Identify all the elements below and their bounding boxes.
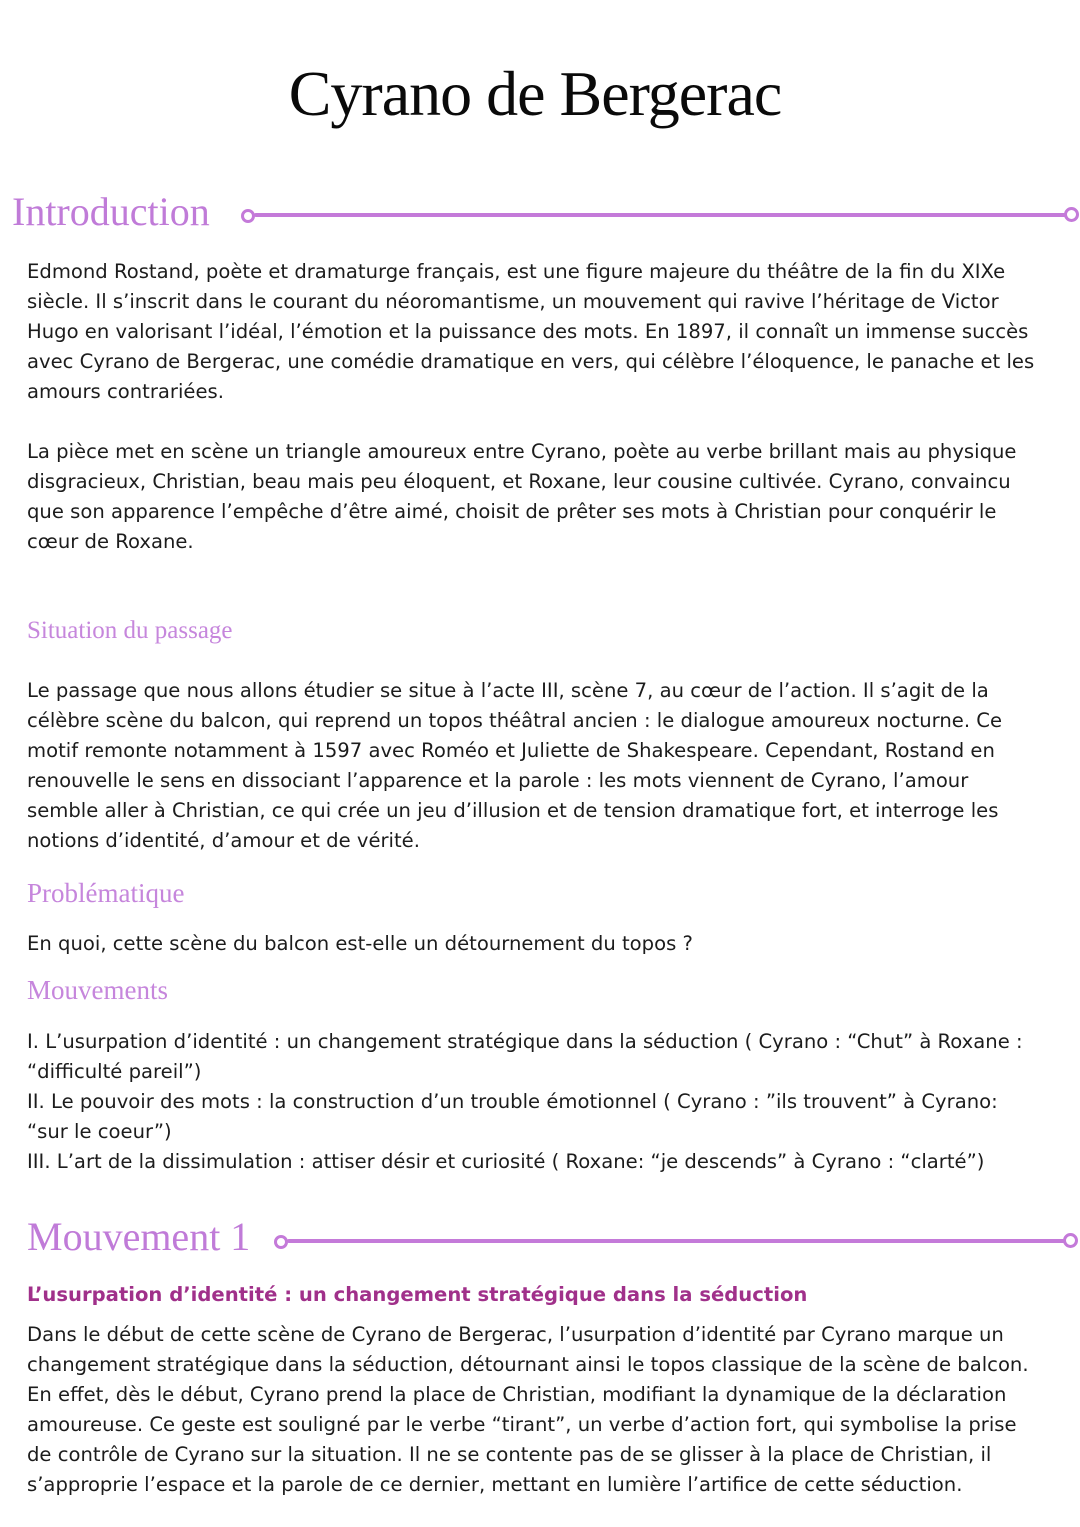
text-line: En effet, dès le début, Cyrano prend la place de Christian, modifiant la dynamique de la déclaration	[27, 1383, 1007, 1406]
heading-mouvements: Mouvements	[27, 975, 168, 1005]
section-title-mouvement-1: Mouvement 1	[27, 1214, 251, 1259]
text-line: disgracieux, Christian, beau mais peu éloquent, et Roxane, leur cousine cultivée. Cyrano, convaincu	[27, 470, 1011, 493]
text-line: de contrôle de Cyrano sur la situation. Il ne se contente pas de se glisser à la place de Christian, il	[27, 1443, 992, 1466]
text-line: changement stratégique dans la séduction, détournant ainsi le topos classique de la scène de balcon.	[27, 1353, 1029, 1376]
text-line: Hugo en valorisant l’idéal, l’émotion et la puissance des mots. En 1897, il connaît un immense succès	[27, 320, 1029, 343]
section-header-mouvement-1	[0, 1215, 1080, 1265]
text-line: Dans le début de cette scène de Cyrano de Bergerac, l’usurpation d’identité par Cyrano marque un	[27, 1323, 1004, 1346]
text-line: En quoi, cette scène du balcon est-elle un détournement du topos ?	[27, 932, 693, 955]
text-line: Edmond Rostand, poète et dramaturge français, est une figure majeure du théâtre de la fin du XIXe	[27, 260, 1006, 283]
problematique-text	[27, 929, 1057, 959]
section-title-introduction: Introduction	[12, 189, 210, 234]
text-line: renouvelle le sens en dissociant l’apparence et la parole : les mots viennent de Cyrano, l’amour	[27, 769, 969, 792]
text-line: amours contrariées.	[27, 380, 224, 403]
text-line: avec Cyrano de Bergerac, une comédie dramatique en vers, qui célèbre l’éloquence, le panache et les	[27, 350, 1035, 373]
text-line: siècle. Il s’inscrit dans le courant du néoromantisme, un mouvement qui ravive l’héritage de Victor	[27, 290, 999, 313]
text-line: La pièce met en scène un triangle amoureux entre Cyrano, poète au verbe brillant mais au physique	[27, 440, 1017, 463]
text-line: cœur de Roxane.	[27, 530, 194, 553]
mouvement-1-subheading: L’usurpation d’identité : un changement stratégique dans la séduction	[27, 1283, 808, 1306]
intro-paragraph-1	[27, 257, 1057, 407]
heading-problematique: Problématique	[27, 878, 185, 908]
list-item: “difficulté pareil”)	[27, 1060, 202, 1083]
text-line: s’approprie l’espace et la parole de ce dernier, mettant en lumière l’artifice de cette séduction.	[27, 1473, 963, 1496]
section-header-introduction	[0, 190, 1080, 240]
rule-start-dot-icon	[241, 209, 255, 223]
text-line: célèbre scène du balcon, qui reprend un topos théâtral ancien : le dialogue amoureux nocturne. Ce	[27, 709, 1003, 732]
text-line: Le passage que nous allons étudier se situe à l’acte III, scène 7, au cœur de l’action. Il s’agit de la	[27, 679, 989, 702]
list-item: “sur le coeur”)	[27, 1120, 172, 1143]
list-item: II. Le pouvoir des mots : la construction d’un trouble émotionnel ( Cyrano : ”ils trouvent” à Cyrano:	[27, 1090, 998, 1113]
rule-start-dot-icon	[274, 1235, 288, 1249]
text-line: notions d’identité, d’amour et de vérité.	[27, 829, 420, 852]
text-line: semble aller à Christian, ce qui crée un jeu d’illusion et de tension dramatique fort, et interroge les	[27, 799, 999, 822]
heading-situation-du-passage: Situation du passage	[27, 617, 233, 644]
rule-end-dot-icon	[1063, 1233, 1078, 1248]
text-line: amoureuse. Ce geste est souligné par le verbe “tirant”, un verbe d’action fort, qui symbolise la prise	[27, 1413, 1017, 1436]
section-rule	[254, 213, 1066, 217]
section-rule	[287, 1239, 1065, 1243]
list-item: III. L’art de la dissimulation : attiser désir et curiosité ( Roxane: “je descends” à Cyrano : “clarté”)	[27, 1150, 985, 1173]
intro-paragraph-2	[27, 437, 1057, 557]
rule-end-dot-icon	[1064, 207, 1079, 222]
situation-paragraph	[27, 676, 1057, 856]
document-title: Cyrano de Bergerac	[288, 58, 782, 129]
text-line: que son apparence l’empêche d’être aimé, choisit de prêter ses mots à Christian pour conquérir le	[27, 500, 997, 523]
mouvement-1-paragraph	[27, 1320, 1057, 1500]
list-item: I. L’usurpation d’identité : un changement stratégique dans la séduction ( Cyrano : “Chut” à Roxane :	[27, 1030, 1023, 1053]
mouvements-list	[27, 1027, 1057, 1177]
text-line: motif remonte notamment à 1597 avec Roméo et Juliette de Shakespeare. Cependant, Rostand en	[27, 739, 995, 762]
